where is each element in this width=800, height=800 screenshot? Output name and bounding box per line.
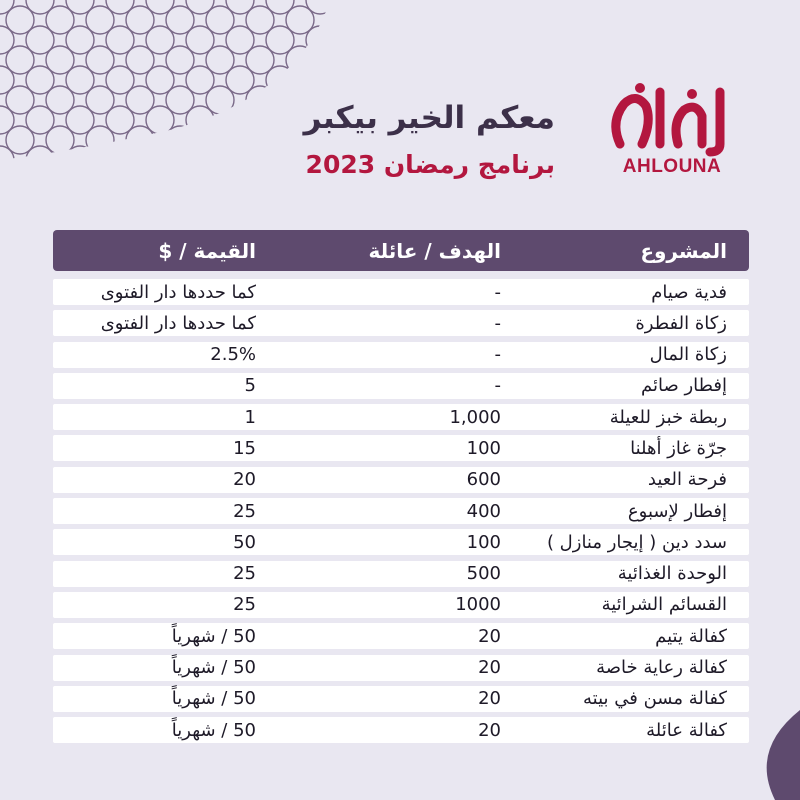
ahlouna-logo (602, 82, 742, 182)
target-cell: 20 (478, 688, 501, 710)
table-row (53, 435, 749, 461)
donation-table (53, 230, 749, 748)
project-cell: سدد دين ( إيجار منازل ) (546, 531, 727, 553)
project-cell: القسائم الشرائية (601, 594, 727, 616)
target-cell: 600 (466, 469, 501, 491)
target-cell: 1000 (455, 594, 501, 616)
project-cell: ربطة خبز للعيلة (609, 406, 727, 428)
value-cell: كما حددها دار الفتوى (100, 281, 256, 303)
logo-mark-icon (602, 82, 742, 162)
table-row (53, 655, 749, 681)
value-cell: 25 (233, 563, 256, 585)
table-row (53, 623, 749, 649)
project-cell: الوحدة الغذائية (617, 563, 727, 585)
target-cell: 500 (466, 563, 501, 585)
target-cell: - (494, 281, 501, 303)
value-cell: 2.5% (210, 344, 256, 366)
page-subtitle: برنامج رمضان 2023 (305, 150, 555, 179)
target-cell: 1,000 (449, 406, 501, 428)
table-row (53, 498, 749, 524)
value-cell: 50 / شهرياً (171, 688, 256, 710)
project-cell: إفطار صائم (640, 375, 727, 397)
value-cell: 25 (233, 594, 256, 616)
project-cell: فرحة العيد (647, 469, 727, 491)
value-cell: كما حددها دار الفتوى (100, 312, 256, 334)
column-header-target: الهدف / عائلة (368, 238, 501, 263)
table-body (53, 279, 749, 743)
target-cell: 100 (466, 531, 501, 553)
table-row (53, 404, 749, 430)
target-cell: 400 (466, 500, 501, 522)
project-cell: كفالة رعاية خاصة (596, 657, 727, 679)
value-cell: 50 / شهرياً (171, 625, 256, 647)
project-cell: جرّة غاز أهلنا (630, 437, 727, 459)
target-cell: - (494, 344, 501, 366)
table-row (53, 686, 749, 712)
value-cell: 50 / شهرياً (171, 657, 256, 679)
target-cell: - (494, 312, 501, 334)
value-cell: 5 (244, 375, 256, 397)
table-row (53, 529, 749, 555)
target-cell: 20 (478, 625, 501, 647)
table-row (53, 717, 749, 743)
project-cell: كفالة مسن في بيته (583, 688, 727, 710)
project-cell: كفالة يتيم (655, 625, 727, 647)
value-cell: 50 (233, 531, 256, 553)
table-row (53, 467, 749, 493)
value-cell: 50 / شهرياً (171, 719, 256, 741)
table-row (53, 279, 749, 305)
table-header (53, 230, 749, 271)
project-cell: كفالة عائلة (646, 719, 727, 741)
target-cell: 20 (478, 657, 501, 679)
table-row (53, 592, 749, 618)
header (0, 0, 800, 200)
table-row (53, 342, 749, 368)
table-row (53, 561, 749, 587)
target-cell: 100 (466, 437, 501, 459)
value-cell: 20 (233, 469, 256, 491)
logo-text: AHLOUNA (622, 156, 722, 177)
project-cell: إفطار لإسبوع (627, 500, 727, 522)
target-cell: 20 (478, 719, 501, 741)
page-title: معكم الخير بيكبر (303, 100, 555, 136)
value-cell: 15 (233, 437, 256, 459)
table-row (53, 310, 749, 336)
value-cell: 25 (233, 500, 256, 522)
table-row (53, 373, 749, 399)
project-cell: زكاة المال (649, 344, 727, 366)
project-cell: فدية صيام (651, 281, 727, 303)
project-cell: زكاة الفطرة (635, 312, 727, 334)
value-cell: 1 (244, 406, 256, 428)
column-header-project: المشروع (640, 238, 727, 263)
target-cell: - (494, 375, 501, 397)
column-header-value: القيمة / $ (158, 238, 256, 263)
